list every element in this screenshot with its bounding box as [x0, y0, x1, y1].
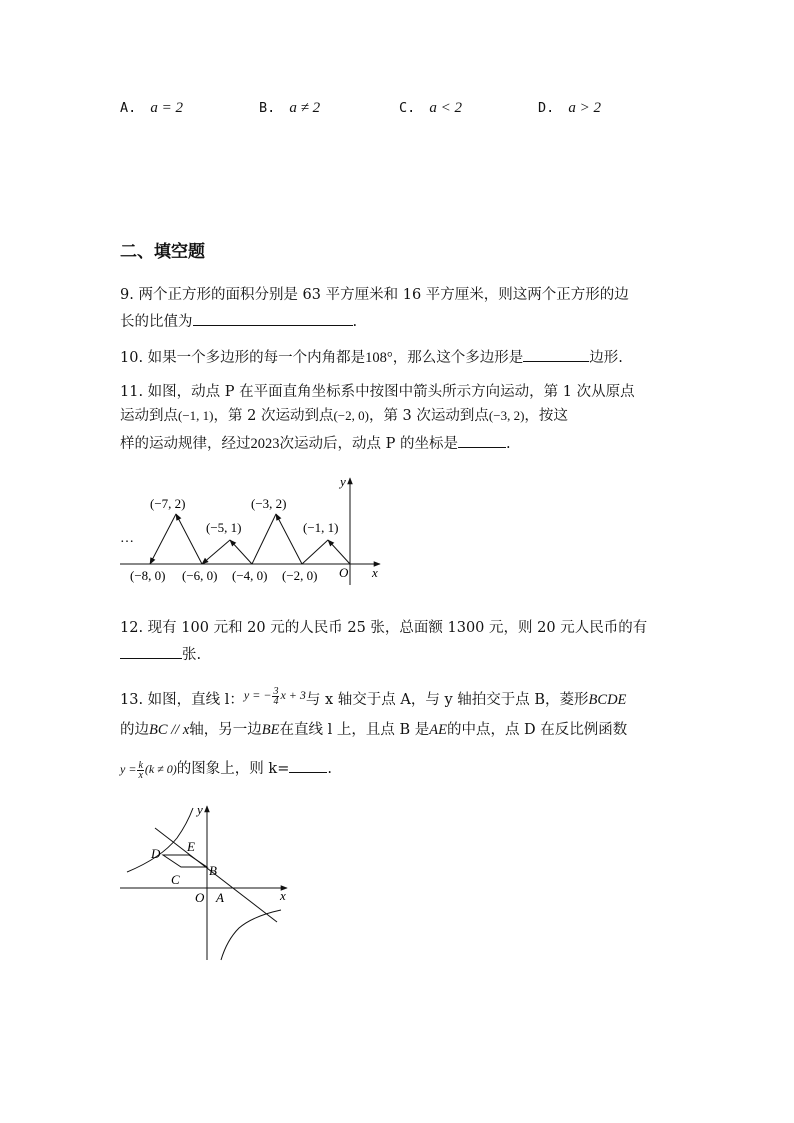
choice-c: C. a < 2 — [399, 100, 463, 116]
q11-point-1: (−1, 1) — [178, 408, 214, 423]
q13-rhombus-name: BCDE — [588, 692, 627, 708]
q13-bc-parallel: BC // x — [149, 722, 190, 738]
q11-point-3: (−3, 2) — [488, 408, 525, 423]
q13-line1: 13. 如图，直线 l：$^{y = - \frac{3}{4} x + 3}$与 x 轴交于点 A，与 y 轴拍交于点 B，菱形BCDE — [120, 685, 627, 708]
q11-label-m6-0: (−6, 0) — [182, 568, 218, 583]
q13-ae: AE — [429, 722, 447, 738]
q11-move-8 — [150, 514, 176, 564]
choice-d-math: a > 2 — [568, 100, 602, 116]
q12-answer-blank[interactable] — [120, 642, 182, 659]
q13-label-b: B — [209, 863, 217, 878]
q9-line2: 长的比值为 . — [120, 309, 357, 332]
choice-b-math: a ≠ 2 — [289, 100, 321, 116]
q13-label-x: x — [280, 888, 286, 903]
q11-move-3 — [276, 514, 302, 564]
q11-label-m2-0: (−2, 0) — [282, 568, 318, 583]
q13-label-o: O — [195, 890, 205, 905]
q11-label-m5-1: (−5, 1) — [206, 520, 242, 535]
q11-ellipsis: … — [120, 531, 134, 546]
q11-origin-label: O — [339, 565, 349, 580]
choice-a-math: a = 2 — [150, 100, 184, 116]
q11-point-2: (−2, 0) — [333, 408, 369, 423]
q11-label-m8-0: (−8, 0) — [130, 568, 166, 583]
q12-line1: 12. 现有 100 元和 20 元的人民币 25 张，总面额 1300 元，则 20 元人民币的有 — [120, 620, 648, 636]
q11-figure — [110, 470, 400, 590]
q13-label-d: D — [151, 846, 161, 861]
q11-label-m7-2: (−7, 2) — [150, 496, 186, 511]
q13-label-y: y — [197, 802, 203, 817]
q11-steps: 2023 — [250, 436, 280, 452]
q11-move-4 — [252, 514, 276, 564]
q11-line2: 运动到点(−1, 1)，第 2 次运动到点(−2, 0)，第 3 次运动到点(−3, 2)，按这 — [120, 408, 568, 424]
q13-line-equation: y = − 3 4 x + 3 — [243, 685, 306, 707]
q11-label-m1-1: (−1, 1) — [303, 520, 339, 535]
q11-answer-blank[interactable] — [458, 431, 506, 448]
q11-move-7 — [176, 514, 202, 564]
q9-answer-blank[interactable] — [193, 309, 353, 326]
q13-be: BE — [261, 722, 280, 738]
q13-hyperbola-lower-right — [221, 910, 281, 960]
q13-answer-blank[interactable] — [289, 756, 327, 773]
q13-line2: 的边BC // x轴，另一边BE在直线 l 上，且点 B 是AE的中点，点 D 在反比例函数 — [120, 722, 628, 738]
q9-line1: 9. 两个正方形的面积分别是 63 平方厘米和 16 平方厘米，则这两个正方形的边 — [120, 287, 629, 303]
q11-move-1 — [328, 540, 350, 564]
choice-d: D. a > 2 — [538, 100, 602, 116]
q13-line3: y = $\frac{k}{x}$ (k ≠ 0)的图象上，则 k= . — [120, 756, 332, 780]
q11-move-6 — [202, 540, 230, 564]
q11-move-5 — [230, 540, 252, 564]
q13-rhombus — [163, 855, 207, 867]
choice-c-math: a < 2 — [429, 100, 463, 116]
q10-answer-blank[interactable] — [523, 345, 589, 362]
q11-move-2 — [302, 540, 328, 564]
q13-hyperbola-upper-left — [127, 808, 193, 872]
choice-b: B. a ≠ 2 — [259, 100, 321, 116]
q13-figure — [115, 800, 295, 965]
q10-line: 10. 如果一个多边形的每一个内角都是108°，那么这个多边形是 边形. — [120, 345, 623, 368]
q11-line3: 样的运动规律，经过2023次运动后，动点 P 的坐标是 . — [120, 431, 511, 454]
q10-angle: 108° — [365, 350, 393, 366]
choice-a: A. a = 2 — [120, 100, 184, 116]
q12-line2: 张. — [120, 642, 201, 665]
q13-label-c: C — [171, 872, 180, 887]
q11-y-label: y — [340, 474, 346, 489]
q13-function: y = $\frac{k}{x}$ (k ≠ 0) — [120, 759, 177, 781]
q13-label-a: A — [216, 890, 224, 905]
q11-label-m3-2: (−3, 2) — [251, 496, 287, 511]
q13-label-e: E — [187, 839, 195, 854]
section-title: 二、填空题 — [120, 242, 205, 262]
q11-x-label: x — [372, 565, 378, 580]
q11-line1: 11. 如图，动点 P 在平面直角坐标系中按图中箭头所示方向运动，第 1 次从原点 — [120, 384, 635, 400]
q11-label-m4-0: (−4, 0) — [232, 568, 268, 583]
